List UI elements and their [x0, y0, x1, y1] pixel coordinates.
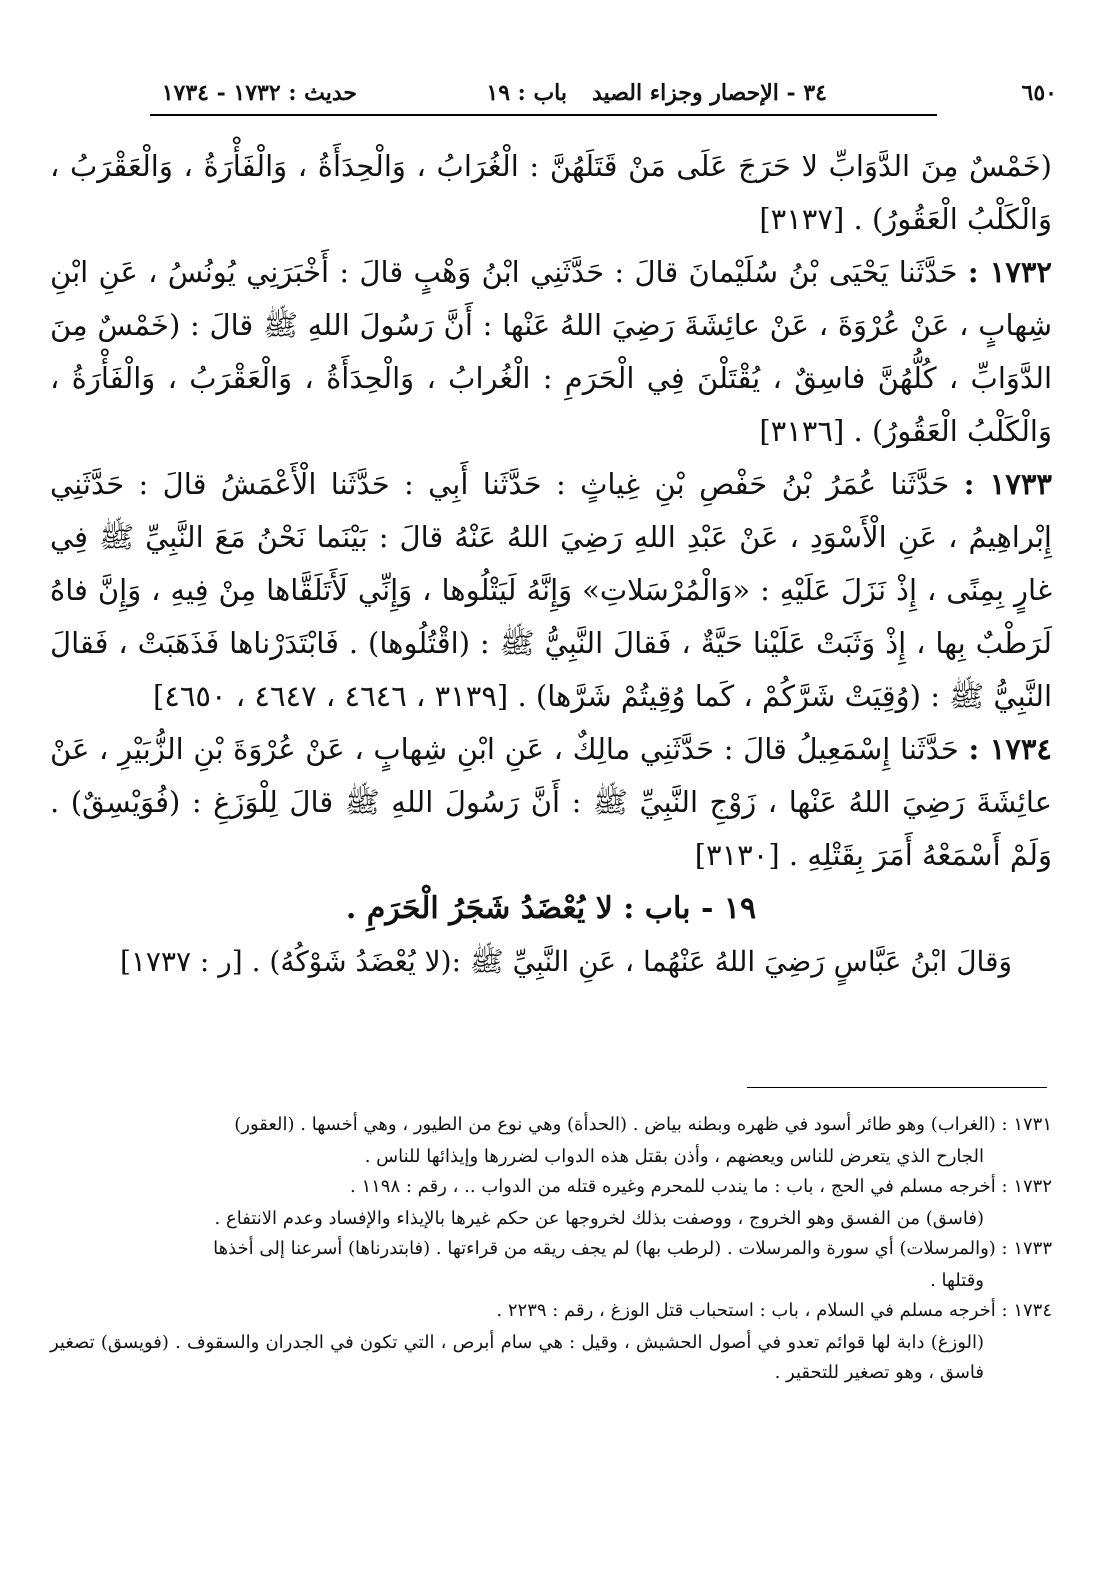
bab-label: باب : ١٩: [486, 80, 567, 106]
footnotes: [50, 1110, 1052, 1388]
footnote-line: وقتلها .: [930, 1270, 984, 1291]
footnote-line: أخرجه مسلم في الحج ، باب : ما يندب للمحرم وغيره قتله من الدواب .. ، رقم : ١١٩٨ .: [350, 1176, 996, 1197]
hadith-number: ١٧٣٣ :: [963, 467, 1052, 501]
footnote-number: ١٧٣١ :: [1001, 1114, 1052, 1135]
footnote-line: أخرجه مسلم في السلام ، باب : استحباب قتل الوزغ ، رقم : ٢٢٣٩ .: [496, 1300, 996, 1321]
footnote-divider: [747, 1087, 1047, 1088]
book-title: ٣٤ - الإحصار وجزاء الصيد: [592, 80, 827, 106]
hadith-1734: [50, 723, 1052, 882]
hadith-number: ١٧٣٤ :: [968, 732, 1053, 766]
footnote-explanation: (فاسق) من الفسق وهو الخروج ، ووصفت بذلك لخروجها عن حكم غيرها بالإيذاء والإفساد وعدم الانتفاع .: [214, 1208, 984, 1229]
hadith-text: حَدَّثَنا عُمَرُ بْنُ حَفْصِ بْنِ غِياثٍ : حَدَّثَنا أَبِي : حَدَّثَنا الْأَعْمَشُ قالَ : حَدَّثَنِي إِبْراهِيمُ ، عَنِ الْأَسْوَدِ ، عَنْ عَبْدِ اللهِ رَضِيَ اللهُ عَنْهُ قالَ : بَيْنَما نَحْنُ مَعَ النَّبِيِّ ﷺ فِي غارٍ بِمِنًى ، إِذْ نَزَلَ عَلَيْهِ : «وَالْمُرْسَلاتِ» وَإِنَّهُ لَيَتْلُوها ، وَإِنِّي لَأَتَلَقَّاها مِنْ فِيهِ ، وَإِنَّ فاهُ لَرَطْبٌ بِها ، إِذْ وَثَبَتْ عَلَيْنا حَيَّةٌ ، فَقالَ النَّبِيُّ ﷺ : (اقْتُلُوها) . فَابْتَدَرْناها فَذَهَبَتْ ، فَقالَ النَّبِيُّ ﷺ : (وُقِيَتْ شَرَّكُمْ ، كَما وُقِيتُمْ شَرَّها) . [٣١٣٩ ، ٤٦٤٦ ، ٤٦٤٧ ، ٤٦٥٠]: [50, 467, 1052, 713]
hadith-text: حَدَّثَنا يَحْيَى بْنُ سُلَيْمانَ قالَ : حَدَّثَنِي ابْنُ وَهْبٍ قالَ : أَخْبَرَنِي يُونُسُ ، عَنِ ابْنِ شِهابٍ ، عَنْ عُرْوَةَ ، عَنْ عائِشَةَ رَضِيَ اللهُ عَنْها : أَنَّ رَسُولَ اللهِ ﷺ قالَ : (خَمْسٌ مِنَ الدَّوَابِّ ، كُلُّهُنَّ فاسِقٌ ، يُقْتَلْنَ فِي الْحَرَمِ : الْغُرابُ ، وَالْحِدَأَةُ ، وَالْعَقْرَبُ ، وَالْفَأْرَةُ ، وَالْكَلْبُ الْعَقُورُ) . [٣١٣٦]: [50, 255, 1052, 448]
footnote-1733: [50, 1234, 1052, 1264]
hadith-text: حَدَّثَنا إِسْمَعِيلُ قالَ : حَدَّثَنِي مالِكٌ ، عَنِ ابْنِ شِهابٍ ، عَنْ عُرْوَةَ بْنِ الزُّبَيْرِ ، عَنْ عائِشَةَ رَضِيَ اللهُ عَنْها ، زَوْجِ النَّبِيِّ ﷺ : أَنَّ رَسُولَ اللهِ ﷺ قالَ لِلْوَزَغِ : (فُوَيْسِقٌ) . وَلَمْ أَسْمَعْهُ أَمَرَ بِقَتْلِهِ . [٣١٣٠]: [50, 732, 1052, 872]
main-text: [50, 140, 1052, 988]
page-number: ٦٥٠: [1021, 80, 1057, 106]
footnote-number: ١٧٣٢ :: [1001, 1176, 1052, 1197]
footnote-1731: [50, 1110, 1052, 1140]
footnote-explanation: (الوزغ) دابة لها قوائم تعدو في أصول الحشيش ، وقيل : هي سام أبرص ، التي تكون في الجدران والسقوف . (فويسق) تصغير فاسق ، وهو تصغير للتحقير .: [50, 1332, 984, 1383]
footnote-1734: [50, 1296, 1052, 1326]
footnote-line: الجارح الذي يتعرض للناس ويعضهم ، وأذن بقتل هذه الدواب لضررها وإيذائها للناس .: [364, 1146, 984, 1167]
hadith-1732: [50, 246, 1052, 458]
footnote-number: ١٧٣٣ :: [1001, 1238, 1052, 1259]
chapter-text: وَقالَ ابْنُ عَبَّاسٍ رَضِيَ اللهُ عَنْهُما ، عَنِ النَّبِيِّ ﷺ :(لا يُعْضَدُ شَوْكُهُ) . [ر : ١٧٣٧]: [119, 945, 1012, 978]
footnote-line: (والمرسلات) أي سورة والمرسلات . (لرطب بها) لم يجف ريقه من قراءتها . (فابتدرناها) أسرعنا إلى أخذها: [213, 1238, 996, 1259]
footnote-1732: [50, 1172, 1052, 1202]
hadith-text: (خَمْسٌ مِنَ الدَّوَابِّ لا حَرَجَ عَلَى مَنْ قَتَلَهُنَّ : الْغُرَابُ ، وَالْحِدَأَةُ ، وَالْفَأْرَةُ ، وَالْعَقْرَبُ ، وَالْكَلْبُ الْعَقُورُ) . [٣١٣٧]: [50, 149, 1052, 236]
hadith-range: حديث : ١٧٣٢ - ١٧٣٤: [161, 80, 357, 106]
running-header: [150, 68, 1057, 116]
hadith-number: ١٧٣٢ :: [967, 255, 1052, 289]
chapter-heading: ١٩ - باب : لا يُعْضَدُ شَجَرُ الْحَرَمِ .: [345, 891, 757, 926]
footnote-number: ١٧٣٤ :: [1001, 1300, 1052, 1321]
footnote-line: (الغراب) وهو طائر أسود في ظهره وبطنه بياض . (الحدأة) وهي نوع من الطيور ، وهي أخسها . (العقور): [234, 1114, 996, 1135]
hadith-1733: [50, 458, 1052, 723]
hadith-1731-continuation: [50, 140, 1052, 246]
